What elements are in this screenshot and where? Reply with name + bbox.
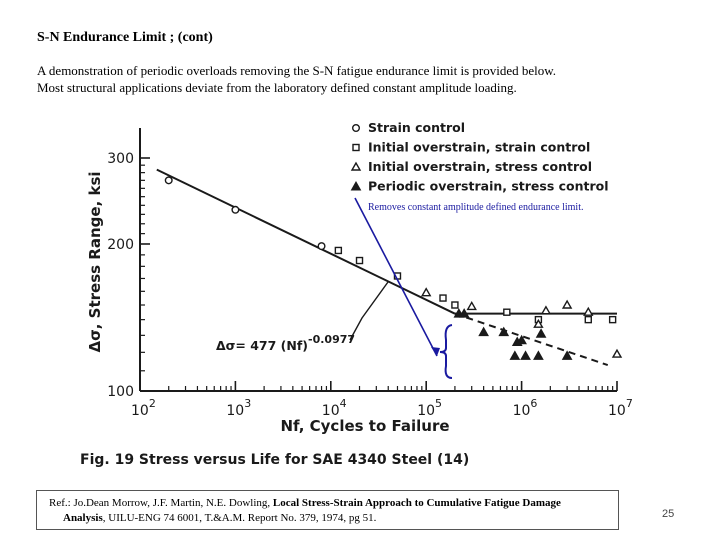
- data-point-triangle-filled: [479, 328, 488, 336]
- page-number: 25: [662, 508, 675, 520]
- y-tick-label: 100: [107, 384, 134, 400]
- data-point-triangle-open: [468, 302, 476, 309]
- fit-leader-line: [350, 282, 388, 340]
- legend-label: Initial overstrain, stress control: [368, 159, 593, 174]
- figure-caption: Fig. 19 Stress versus Life for SAE 4340 Steel (14): [80, 452, 470, 468]
- data-point-triangle-filled: [534, 351, 543, 359]
- data-point-triangle-open: [542, 307, 550, 314]
- data-point-square: [357, 258, 363, 264]
- data-point-triangle-filled: [510, 351, 519, 359]
- data-point-triangle-filled: [537, 329, 546, 337]
- data-point-triangle-open: [422, 289, 430, 296]
- description-line-2: Most structural applications deviate from the laboratory defined constant amplitude loading.: [37, 80, 517, 95]
- reference-title-1: Local Stress-Strain Approach to Cumulative Fatigue Damage: [272, 497, 561, 509]
- data-point-square: [504, 309, 510, 315]
- reference-title-2: Analysis: [63, 512, 103, 524]
- slide-title: S-N Endurance Limit ; (cont): [37, 30, 213, 45]
- description-line-1: A demonstration of periodic overloads removing the S-N fatigue endurance limit is provided below.: [37, 63, 557, 78]
- data-point-triangle-open: [613, 350, 621, 357]
- data-point-triangle-filled: [521, 351, 530, 359]
- data-point-square: [440, 295, 446, 301]
- y-axis-title: Δσ, Stress Range, ksi: [86, 171, 104, 353]
- legend-marker-triangle-filled: [352, 182, 361, 190]
- callout-brace: [440, 325, 452, 378]
- fit-equation: Δσ= 477 (Nf)-0.0977: [216, 333, 356, 353]
- data-point-square: [335, 247, 341, 253]
- x-tick-exponent: 2: [148, 397, 156, 410]
- data-point-circle: [318, 243, 325, 250]
- x-tick-exponent: 7: [625, 397, 633, 410]
- data-point-square: [452, 302, 458, 308]
- data-point-triangle-open: [584, 308, 592, 315]
- legend-label: Periodic overstrain, stress control: [368, 178, 609, 194]
- data-point-circle: [165, 177, 172, 184]
- fit-exponent: -0.0977: [308, 333, 356, 346]
- x-tick-label: $10^6$: [512, 397, 538, 419]
- callout-arrow-line: [355, 198, 437, 356]
- x-tick-exponent: 3: [244, 397, 252, 410]
- reference-suffix: , UILU-ENG 74 6001, T.&A.M. Report No. 379, 1974, pg 51.: [102, 512, 377, 524]
- callout-text: Removes constant amplitude defined endurance limit.: [368, 202, 584, 213]
- legend-label: Initial overstrain, strain control: [368, 139, 591, 155]
- x-tick-label: $10^7$: [608, 397, 633, 419]
- legend-marker-circle: [353, 125, 360, 132]
- data-point-circle: [232, 206, 239, 213]
- legend-label: Strain control: [368, 120, 466, 135]
- reference-box: [36, 490, 619, 530]
- data-point-triangle-open: [563, 301, 571, 308]
- y-tick-label: 200: [107, 236, 134, 253]
- x-axis-title: Nf, Cycles to Failure: [280, 417, 450, 435]
- reference-prefix: Ref.: Jo.Dean Morrow, J.F. Martin, N.E. Dowling,: [49, 497, 273, 509]
- x-tick-label: $10^2$: [131, 397, 156, 419]
- legend-marker-square: [353, 145, 359, 151]
- data-point-square: [585, 317, 591, 323]
- y-tick-label: 300: [107, 151, 134, 167]
- chart-legend: [352, 120, 609, 194]
- x-tick-label: $10^5$: [417, 397, 443, 419]
- x-tick-label: $10^3$: [226, 397, 252, 419]
- x-tick-exponent: 4: [339, 397, 347, 410]
- chart-lines: [157, 170, 617, 365]
- x-tick-exponent: 5: [435, 397, 443, 410]
- data-point-square: [610, 317, 616, 323]
- x-tick-label: $10^4$: [321, 397, 347, 419]
- x-tick-exponent: 6: [530, 397, 538, 410]
- legend-marker-triangle-open: [352, 163, 360, 170]
